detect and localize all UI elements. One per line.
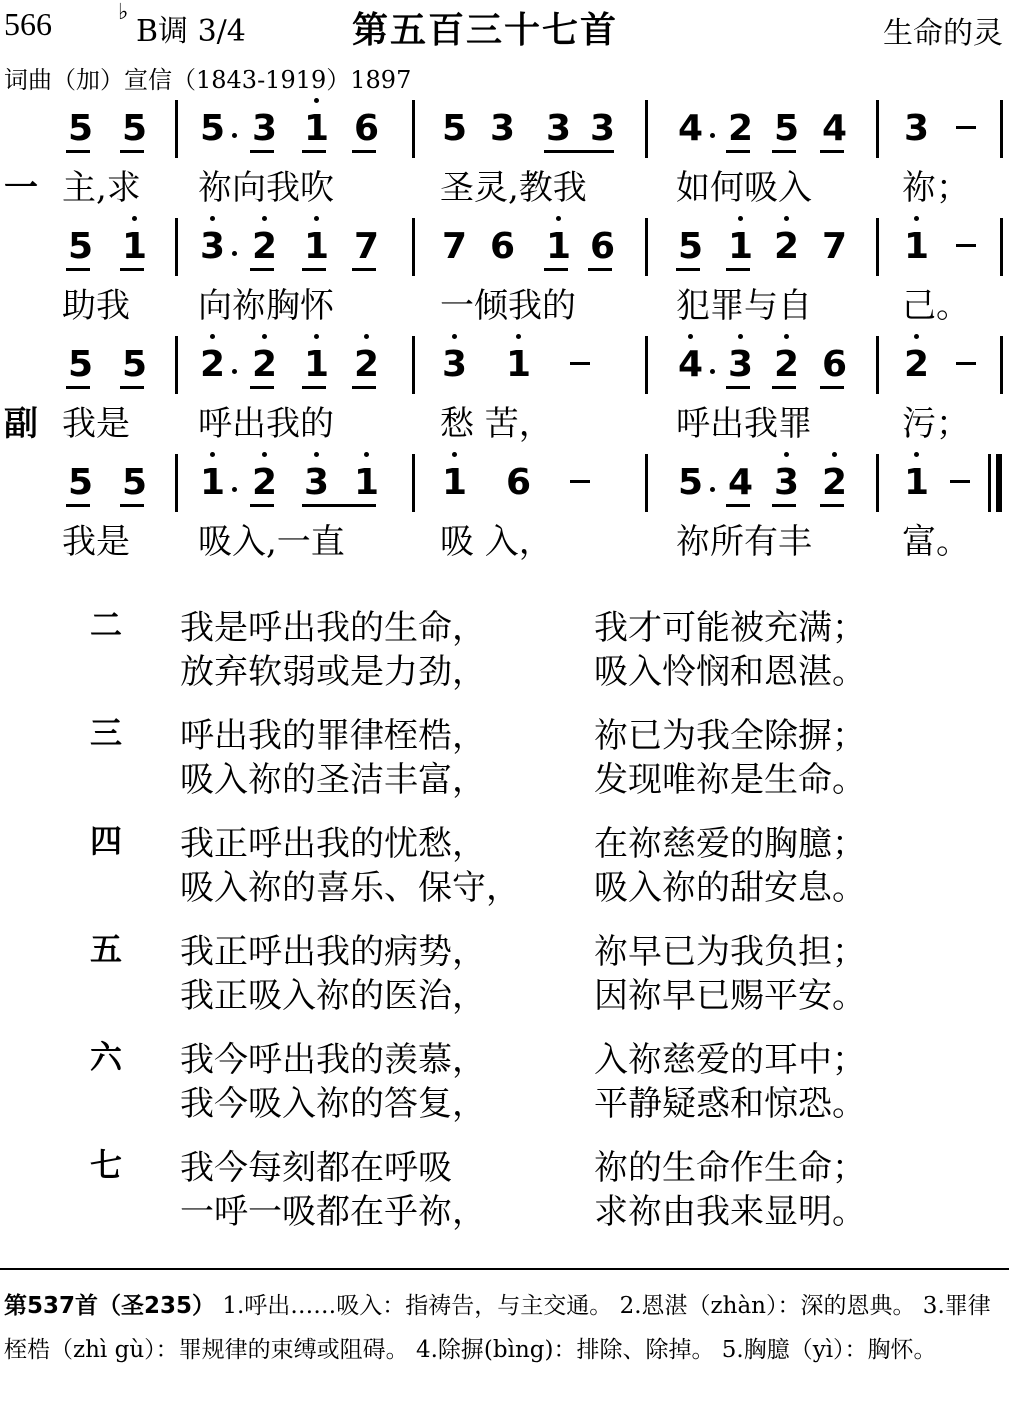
beam	[302, 386, 326, 389]
key-signature: B调 3/4	[136, 14, 246, 49]
score-row	[0, 218, 1009, 336]
beam	[302, 504, 376, 507]
verse-line: 呼出我的罪律桎梏，	[180, 716, 486, 756]
verse-line: 我才可能被充满；	[594, 608, 866, 648]
note: 7	[354, 226, 380, 267]
dot	[710, 133, 715, 138]
lyric: 呼出我的	[198, 404, 334, 444]
verse-line: 我正呼出我的病势，	[180, 932, 486, 972]
lyric-line	[0, 514, 1009, 562]
note: 1	[304, 344, 329, 385]
lyric: 犯罪与自	[676, 286, 812, 326]
verse-line: 一呼一吸都在乎祢，	[180, 1192, 486, 1232]
hold-dash	[950, 480, 970, 483]
beam	[66, 150, 90, 153]
note: 3	[590, 108, 616, 149]
beam	[772, 386, 796, 389]
note: 4	[678, 108, 704, 149]
hold-dash	[956, 244, 976, 247]
beam	[250, 386, 274, 389]
note: 1	[728, 226, 753, 267]
beam	[120, 386, 144, 389]
note: 3	[546, 108, 572, 149]
barline	[412, 218, 415, 276]
note: 5	[678, 462, 704, 503]
note: 2	[252, 344, 277, 385]
dot	[232, 487, 237, 492]
note: 7	[442, 226, 468, 267]
note: 1	[546, 226, 571, 267]
note: 2	[354, 344, 379, 385]
note: 6	[354, 108, 380, 149]
score-row	[0, 454, 1009, 572]
hold-dash	[956, 126, 976, 129]
lyric: 祢向我吹	[198, 168, 334, 208]
dot	[232, 251, 237, 256]
beam	[544, 150, 614, 153]
barline	[645, 336, 648, 394]
lyric: 己。	[902, 286, 970, 326]
barline	[175, 218, 178, 276]
note: 1	[904, 226, 929, 267]
note: 2	[904, 344, 929, 385]
note: 5	[678, 226, 704, 267]
barline	[175, 336, 178, 394]
verse-line: 祢已为我全除摒；	[594, 716, 866, 756]
lyric: 如何吸入	[676, 168, 812, 208]
note: 5	[68, 462, 94, 503]
note: 5	[122, 108, 148, 149]
verse-line: 吸入祢的喜乐、保守，	[180, 868, 520, 908]
barline	[1000, 100, 1003, 158]
barline	[645, 100, 648, 158]
hymn-category: 生命的灵	[883, 16, 1003, 51]
beam	[726, 386, 750, 389]
verse-line: 祢的生命作生命；	[594, 1148, 866, 1188]
beam	[352, 268, 376, 271]
beam	[352, 150, 376, 153]
note: 3	[442, 344, 467, 385]
notes-line	[0, 100, 1009, 160]
verse-line: 我是呼出我的生命，	[180, 608, 486, 648]
beam	[352, 386, 376, 389]
note: 4	[728, 462, 754, 503]
score-row	[0, 100, 1009, 218]
footnotes	[4, 1284, 1004, 1372]
note: 6	[506, 462, 532, 503]
note: 5	[774, 108, 800, 149]
barline	[1000, 336, 1003, 394]
note: 3	[774, 462, 799, 503]
hymn-header	[0, 0, 1009, 94]
beam	[302, 150, 326, 153]
verse-number: 五	[90, 930, 123, 968]
verse-number: 七	[90, 1146, 123, 1184]
hymn-title: 第五百三十七首	[352, 10, 619, 51]
verse-line: 发现唯祢是生命。	[594, 760, 866, 800]
note: 3	[252, 108, 278, 149]
note: 1	[904, 462, 929, 503]
verse-line: 我正吸入祢的医治，	[180, 976, 486, 1016]
flat-sign-icon: ♭	[118, 0, 129, 25]
footnote-text: 1.呼出……吸入：指祷告，与主交通。 2.恩湛（zhàn）：深的恩典。 3.罪律桎梏（zhì gù）：罪规律的束缚或阻碍。 4.除摒(bìng)：排除、除掉。 5.胸臆（yì）：胸怀。	[4, 1293, 991, 1363]
note: 5	[122, 462, 148, 503]
footnote-reference: 第537首（圣235）	[4, 1293, 216, 1319]
barline	[412, 336, 415, 394]
beam	[820, 504, 844, 507]
beam	[302, 268, 326, 271]
lyric: 祢所有丰	[676, 522, 812, 562]
barline	[175, 454, 178, 512]
note: 1	[442, 462, 467, 503]
lyric: 祢；	[902, 168, 970, 208]
beam	[772, 150, 796, 153]
verse-block	[0, 1032, 1009, 1140]
verse-number: 六	[90, 1038, 123, 1076]
verse-block	[0, 708, 1009, 816]
beam	[250, 268, 274, 271]
verse-line: 在祢慈爱的胸臆；	[594, 824, 866, 864]
verse-number: 三	[90, 714, 123, 752]
barline	[412, 100, 415, 158]
beam	[726, 150, 750, 153]
lyric: 向祢胸怀	[198, 286, 334, 326]
verse-number: 四	[90, 822, 123, 860]
note: 6	[822, 344, 848, 385]
verse-line: 我今吸入祢的答复，	[180, 1084, 486, 1124]
note: 5	[442, 108, 468, 149]
barline	[876, 218, 879, 276]
barline	[412, 454, 415, 512]
note: 5	[68, 108, 94, 149]
note: 1	[304, 108, 329, 149]
beam	[120, 150, 144, 153]
verse-line: 吸入祢的圣洁丰富，	[180, 760, 486, 800]
verse-block	[0, 1140, 1009, 1248]
barline	[645, 218, 648, 276]
beam	[820, 150, 844, 153]
beam	[250, 504, 274, 507]
note: 2	[774, 344, 799, 385]
note: 6	[490, 226, 516, 267]
barline	[645, 454, 648, 512]
beam	[772, 504, 796, 507]
notes-line	[0, 454, 1009, 514]
beam	[66, 386, 90, 389]
beam	[588, 268, 612, 271]
barline	[1000, 218, 1003, 276]
barline	[876, 454, 879, 512]
note: 1	[200, 462, 225, 503]
verse-line: 求祢由我来显明。	[594, 1192, 866, 1232]
lyric-line	[0, 278, 1009, 326]
dot	[232, 133, 237, 138]
barline	[876, 100, 879, 158]
beam	[820, 386, 844, 389]
verse-line: 入祢慈爱的耳中；	[594, 1040, 866, 1080]
notes-line	[0, 218, 1009, 278]
verse-block	[0, 924, 1009, 1032]
note: 3	[728, 344, 753, 385]
lyric: 污；	[902, 404, 970, 444]
note: 2	[252, 226, 277, 267]
verse-label: 副	[4, 404, 38, 444]
lyric: 富。	[902, 522, 970, 562]
verse-block	[0, 600, 1009, 708]
note: 3	[304, 462, 329, 503]
note: 2	[252, 462, 277, 503]
note: 1	[354, 462, 379, 503]
note: 1	[304, 226, 329, 267]
lyric: 我是	[62, 404, 130, 444]
note: 7	[822, 226, 848, 267]
note: 3	[200, 226, 225, 267]
note: 1	[506, 344, 531, 385]
note: 3	[490, 108, 516, 149]
hold-dash	[956, 362, 976, 365]
verse-line: 放弃软弱或是力劲，	[180, 652, 486, 692]
barline	[876, 336, 879, 394]
beam	[66, 504, 90, 507]
verse-line: 我今每刻都在呼吸	[180, 1148, 452, 1188]
beam	[66, 268, 90, 271]
note: 6	[590, 226, 616, 267]
score	[0, 100, 1009, 572]
lyric-line	[0, 396, 1009, 444]
verse-line: 平静疑惑和惊恐。	[594, 1084, 866, 1124]
hymn-credit: 词曲（加）宣信（1843-1919）1897	[4, 66, 412, 94]
beam	[726, 504, 750, 507]
beam	[726, 268, 750, 271]
barline	[988, 454, 991, 512]
verse-line: 我正呼出我的忧愁，	[180, 824, 486, 864]
note: 2	[728, 108, 754, 149]
verse-line: 我今呼出我的羡慕，	[180, 1040, 486, 1080]
note: 3	[904, 108, 930, 149]
note: 2	[822, 462, 847, 503]
hymn-number: 566	[4, 6, 52, 42]
beam	[250, 150, 274, 153]
note: 1	[122, 226, 147, 267]
note: 2	[774, 226, 799, 267]
hold-dash	[570, 362, 590, 365]
lyric: 愁 苦，	[440, 404, 553, 444]
score-row	[0, 336, 1009, 454]
note: 2	[200, 344, 225, 385]
barline	[175, 100, 178, 158]
verse-line: 因祢早已赐平安。	[594, 976, 866, 1016]
verse-block	[0, 816, 1009, 924]
divider	[0, 1268, 1009, 1270]
lyric: 吸入,一直	[198, 522, 345, 562]
dot	[710, 369, 715, 374]
final-barline	[996, 454, 1002, 512]
verse-line: 吸入祢的甜安息。	[594, 868, 866, 908]
note: 5	[68, 226, 94, 267]
beam	[120, 268, 144, 271]
verse-line: 吸入怜悯和恩湛。	[594, 652, 866, 692]
lyric: 吸 入，	[440, 522, 553, 562]
note: 5	[200, 108, 226, 149]
lyric: 助我	[62, 286, 130, 326]
note: 4	[822, 108, 848, 149]
lyric: 一倾我的	[440, 286, 576, 326]
lyric: 圣灵,教我	[440, 168, 587, 208]
lyric: 呼出我罪	[676, 404, 812, 444]
verse-number: 二	[90, 606, 123, 644]
notes-line	[0, 336, 1009, 396]
beam	[120, 504, 144, 507]
note: 4	[678, 344, 703, 385]
verse-line: 祢早已为我负担；	[594, 932, 866, 972]
beam	[676, 268, 700, 271]
hold-dash	[570, 480, 590, 483]
additional-verses	[0, 600, 1009, 1248]
note: 5	[68, 344, 94, 385]
lyric-line	[0, 160, 1009, 208]
beam	[544, 268, 568, 271]
note: 5	[122, 344, 148, 385]
lyric: 我是	[62, 522, 130, 562]
dot	[232, 369, 237, 374]
dot	[710, 487, 715, 492]
verse-label: 一	[4, 168, 38, 208]
lyric: 主,求	[62, 168, 141, 208]
